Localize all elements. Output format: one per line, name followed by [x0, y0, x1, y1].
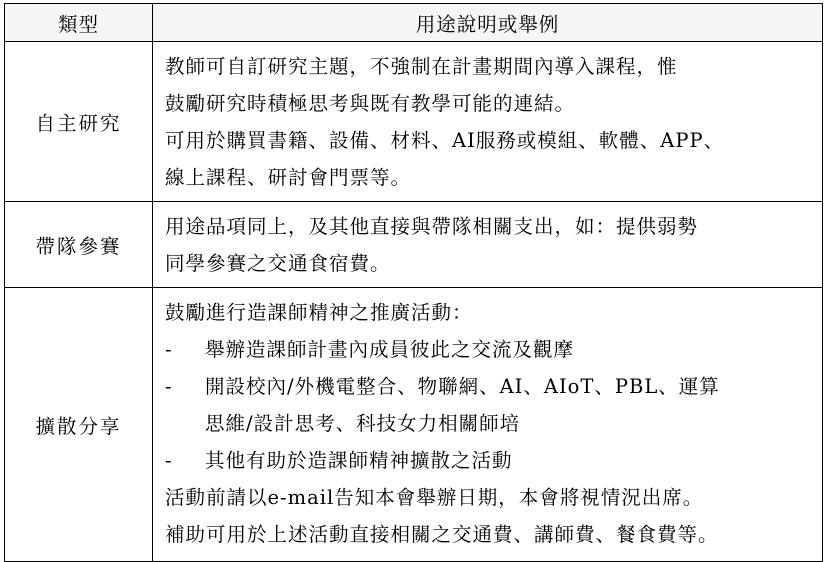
bullet-item — [165, 331, 812, 368]
bullet-continuation: 思維/設計思考、科技女力相關師培 — [205, 412, 521, 435]
bullet-text: 其他有助於造課師精神擴散之活動 — [205, 449, 513, 472]
description-cell — [153, 202, 823, 288]
description-cell — [153, 288, 823, 562]
table-row-dissemination — [5, 288, 823, 562]
bullet-marker: - — [165, 338, 173, 361]
bullet-item — [165, 442, 812, 479]
type-cell: 自主研究 — [5, 42, 153, 202]
header-type: 類型 — [5, 4, 153, 42]
description-cell — [153, 42, 823, 202]
type-cell: 帶隊參賽 — [5, 202, 153, 288]
description-line: 用途品項同上，及其他直接與帶隊相關支出，如：提供弱勢 — [165, 215, 699, 238]
description-line: 鼓勵研究時積極思考與既有教學可能的連結。 — [165, 92, 576, 115]
description-line: 線上課程、研討會門票等。 — [165, 166, 412, 189]
bullet-item — [165, 368, 812, 405]
table-row-team-competition — [5, 202, 823, 288]
description-line: 同學參賽之交通食宿費。 — [165, 252, 391, 275]
funding-usage-table — [4, 3, 823, 562]
table-header-row — [5, 4, 823, 42]
description-closing-line: 活動前請以e-mail告知本會舉辦日期，本會將視情況出席。 — [165, 486, 704, 509]
bullet-marker: - — [165, 375, 173, 398]
description-intro: 鼓勵進行造課師精神之推廣活動： — [165, 301, 473, 324]
bullet-text: 舉辦造課師計畫內成員彼此之交流及觀摩 — [205, 338, 575, 361]
header-description: 用途說明或舉例 — [153, 4, 823, 42]
description-line: 可用於購買書籍、設備、材料、AI服務或模組、軟體、APP、 — [165, 129, 725, 152]
bullet-marker: - — [165, 449, 173, 472]
bullet-text: 開設校內/外機電整合、物聯網、AI、AIoT、PBL、運算 — [205, 375, 720, 398]
description-closing-line: 補助可用於上述活動直接相關之交通費、講師費、餐食費等。 — [165, 523, 719, 546]
description-line: 教師可自訂研究主題，不強制在計畫期間內導入課程，惟 — [165, 55, 678, 78]
type-cell: 擴散分享 — [5, 288, 153, 562]
table-row-independent-research — [5, 42, 823, 202]
